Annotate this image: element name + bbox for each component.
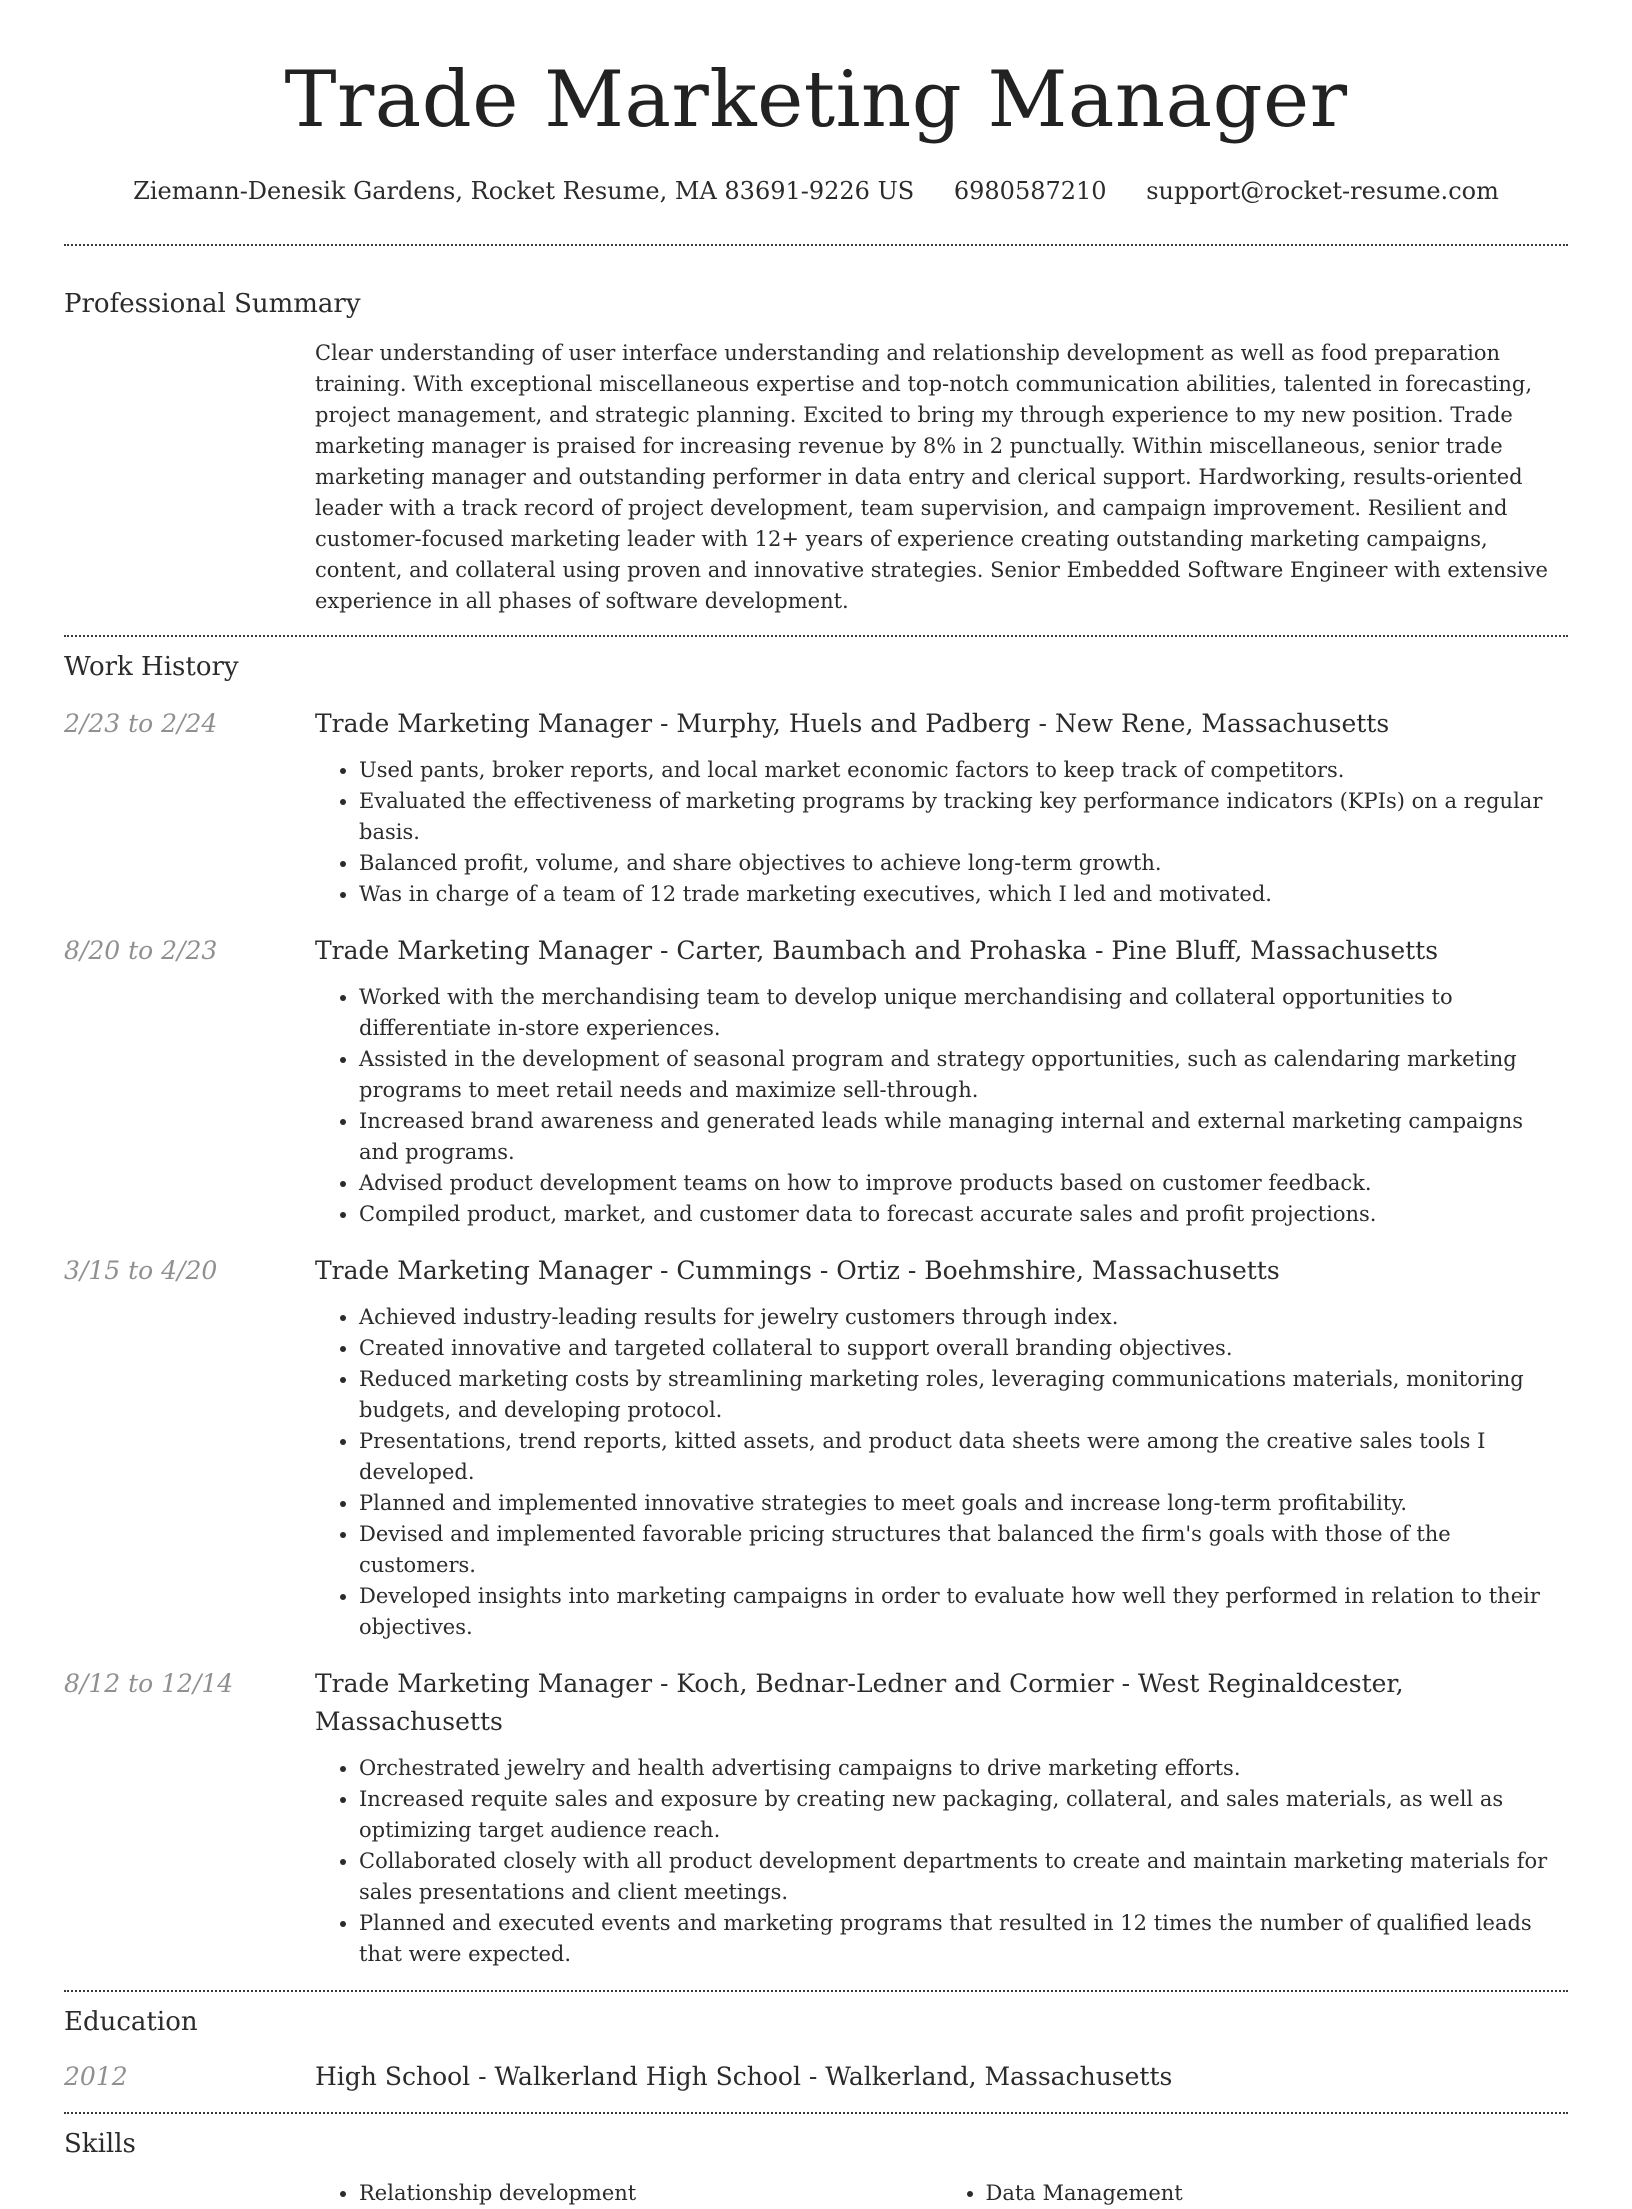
job-heading: Trade Marketing Manager - Carter, Baumbach and Prohaska - Pine Bluff, Massachusetts [315,936,1439,965]
job-dates: 2/23 to 2/24 [64,709,218,738]
job-bullet: • Increased brand awareness and generated leads while managing internal and external marketing campaigns and programs. [359,1106,1568,1168]
job-bullet: • Achieved industry-leading results for jewelry customers through index. [359,1302,1568,1333]
job-bullets [315,1302,1568,1643]
job-entry [64,932,1568,1230]
job-dates: 8/20 to 2/23 [64,936,218,965]
contact-address: Ziemann-Denesik Gardens, Rocket Resume, MA 83691-9226 US [133,177,915,205]
summary-section-title: Professional Summary [64,289,361,319]
job-bullets [315,755,1568,910]
job-bullets [315,982,1568,1230]
divider [64,2112,1568,2114]
job-bullet: • Advised product development teams on how to improve products based on customer feedback. [359,1168,1568,1199]
job-bullet: • Collaborated closely with all product development departments to create and maintain marketing materials for sales presentations and client meetings. [359,1846,1568,1908]
skills-section-title: Skills [64,2129,136,2159]
job-bullet: • Compiled product, market, and customer data to forecast accurate sales and profit projections. [359,1199,1568,1230]
job-bullet: • Orchestrated jewelry and health advertising campaigns to drive marketing efforts. [359,1753,1568,1784]
contact-phone: 6980587210 [953,177,1107,205]
job-bullet: • Assisted in the development of seasonal program and strategy opportunities, such as calendaring marketing programs to meet retail needs and maximize sell-through. [359,1044,1568,1106]
summary-text: Clear understanding of user interface understanding and relationship development as well as food preparation training. With exceptional miscellaneous expertise and top-notch communication abilities, talented in forecasting, project management, and strategic planning. Excited to bring my through experience to my new position. Trade marketing manager is praised for increasing revenue by 8% in 2 punctually. Within miscellaneous, senior trade marketing manager and outstanding performer in data entry and clerical support. Hardworking, results-oriented leader with a track record of project development, team supervision, and campaign improvement. Resilient and customer-focused marketing leader with 12+ years of experience creating outstanding marketing campaigns, content, and collateral using proven and innovative strategies. Senior Embedded Software Engineer with extensive experience in all phases of software development. [315,341,1548,613]
job-bullet: • Used pants, broker reports, and local market economic factors to keep track of competitors. [359,755,1568,786]
job-bullet: • Presentations, trend reports, kitted assets, and product data sheets were among the creative sales tools I developed. [359,1426,1568,1488]
resume-title: Trade Marketing Manager [284,55,1348,145]
job-bullet: • Increased requite sales and exposure by creating new packaging, collateral, and sales materials, as well as optimizing target audience reach. [359,1784,1568,1846]
job-heading: Trade Marketing Manager - Koch, Bednar-Ledner and Cormier - West Reginaldcester, Massachusetts [315,1669,1404,1736]
skill-item: • Relationship development [359,2178,942,2209]
divider [64,1990,1568,1992]
education-year: 2012 [64,2062,128,2091]
divider [64,244,1568,246]
skills-list [315,2178,1568,2209]
job-bullets [315,1753,1568,1970]
job-dates: 3/15 to 4/20 [64,1256,218,1285]
contact-line [64,174,1568,208]
job-bullet: • Was in charge of a team of 12 trade marketing executives, which I led and motivated. [359,879,1568,910]
job-dates: 8/12 to 12/14 [64,1669,234,1698]
job-entry [64,1252,1568,1643]
job-entry [64,1665,1568,1970]
skills-column-left [315,2178,942,2209]
education-heading: High School - Walkerland High School - Walkerland, Massachusetts [315,2062,1173,2091]
job-heading: Trade Marketing Manager - Cummings - Ortiz - Boehmshire, Massachusetts [315,1256,1280,1285]
job-heading: Trade Marketing Manager - Murphy, Huels and Padberg - New Rene, Massachusetts [315,709,1390,738]
education-section-title: Education [64,2007,198,2037]
job-bullet: • Created innovative and targeted collateral to support overall branding objectives. [359,1333,1568,1364]
skill-item: • Data Management [986,2178,1569,2209]
job-entry [64,705,1568,910]
job-bullet: • Planned and executed events and marketing programs that resulted in 12 times the number of qualified leads that were expected. [359,1908,1568,1970]
resume-page [64,0,1568,2209]
work-history-list [64,705,1568,1970]
contact-email[interactable]: support@rocket-resume.com [1146,177,1499,205]
education-entry [64,2058,1568,2096]
job-bullet: • Balanced profit, volume, and share objectives to achieve long-term growth. [359,848,1568,879]
divider [64,635,1568,637]
job-bullet: • Reduced marketing costs by streamlining marketing roles, leveraging communications materials, monitoring budgets, and developing protocol. [359,1364,1568,1426]
job-bullet: • Developed insights into marketing campaigns in order to evaluate how well they performed in relation to their objectives. [359,1581,1568,1643]
work-history-section-title: Work History [64,652,239,682]
job-bullet: • Devised and implemented favorable pricing structures that balanced the firm's goals with those of the customers. [359,1519,1568,1581]
job-bullet: • Worked with the merchandising team to develop unique merchandising and collateral opportunities to differentiate in-store experiences. [359,982,1568,1044]
job-bullet: • Planned and implemented innovative strategies to meet goals and increase long-term profitability. [359,1488,1568,1519]
skills-column-right [942,2178,1569,2209]
job-bullet: • Evaluated the effectiveness of marketing programs by tracking key performance indicators (KPIs) on a regular basis. [359,786,1568,848]
